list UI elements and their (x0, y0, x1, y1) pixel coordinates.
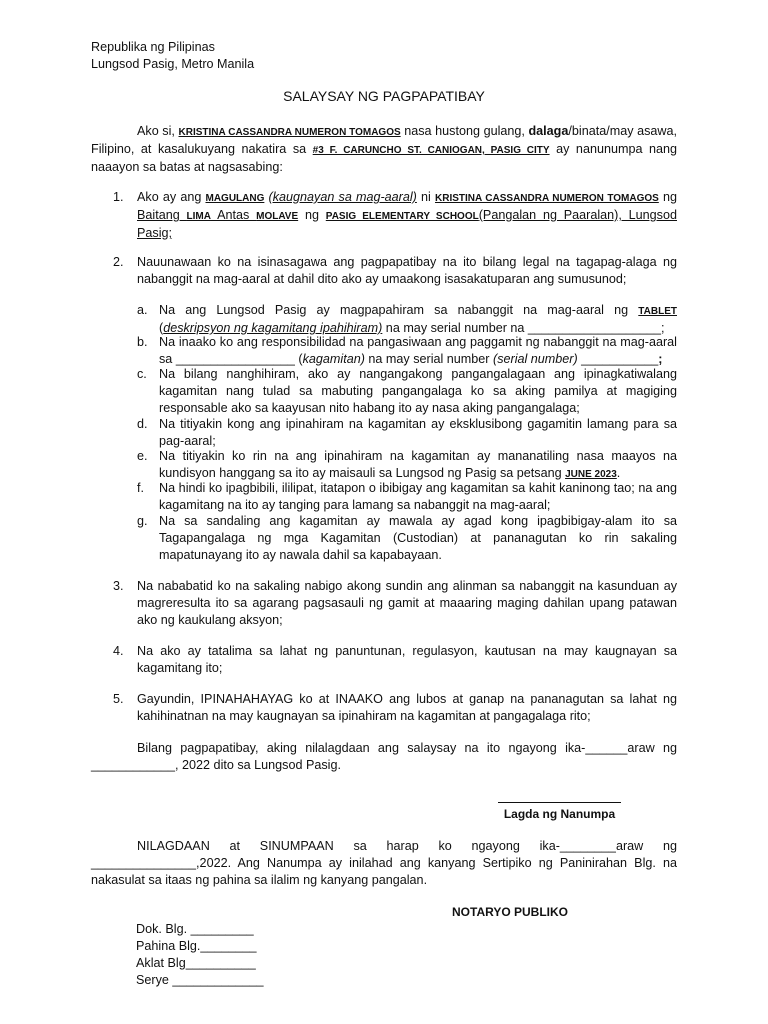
subitem-b-note1: kagamitan) (302, 352, 365, 366)
notarial-paragraph: NILAGDAAN at SINUMPAAN sa harap ko ngayong ika-________araw ng _______________,2022. Ang Nanumpa ay inilahad ang kanyang Sertipiko ng Paninirahan Blg. na nakasulat sa itaas ng pahina sa ilalim ng kanyang pangalan. (91, 839, 677, 887)
item-3-text: Na nababatid ko na sakaling nabigo akong sundin ang alinman sa nabanggit na kasunduan ay magreresulta ito sa agarang pagsasauli ng gamit at maaaring maging dahilan upang patawan ako ng kaukulang aksyon; (137, 579, 677, 627)
intro-text-2: nasa hustong gulang, (400, 124, 529, 138)
closing-paragraph: Bilang pagpapatibay, aking nilalagdaan ang salaysay na ito ngayong ika-______araw ng ____________, 2022 dito sa Lungsod Pasig. (91, 741, 677, 772)
subitem-e-text (159, 448, 677, 483)
affiant-address: #3 F. CARUNCHO ST. CANIOGAN, PASIG CITY (312, 145, 550, 156)
header (91, 39, 254, 73)
document-title: SALAYSAY NG PAGPAPATIBAY (283, 88, 485, 104)
school-name: PASIG ELEMENTARY SCHOOL (325, 211, 479, 222)
item-1-t5: Baitang (137, 208, 187, 222)
subitem-b-blank: _________________ (175, 352, 295, 366)
student-name: KRISTINA CASSANDRA NUMERON TOMAGOS (435, 193, 659, 204)
item-5-text: Gayundin, IPINAHAHAYAG ko at INAAKO ang lubos at ganap na pananagutan sa lahat ng kahihinatnan na may kaugnayan sa ipinahiram na kagamitan at pangagalaga rito; (137, 692, 677, 723)
item-1-t8: (Pangalan ng Paaralan), Lungsod Pasig; (137, 208, 677, 240)
header-city: Lungsod Pasig, Metro Manila (91, 57, 255, 71)
subitem-g-letter: g. (137, 514, 148, 528)
item-1-t4: ng (658, 190, 677, 204)
intro-paragraph (91, 123, 677, 176)
subitem-b-t3: na may serial number (364, 352, 493, 366)
relationship: MAGULANG (205, 193, 265, 204)
section-name: MOLAVE (256, 211, 299, 222)
series-number: Serye _____________ (136, 973, 264, 987)
subitem-c-text: Na bilang nanghihiram, ako ay nangangakong pangangalagaan ang ipinagkatiwalang kagamitan nang tulad sa mabuting pangangalaga ko sa aking pamilya at magiging responsable ako sa kaayusan nito habang ito ay nasa aking pangangalaga; (159, 367, 677, 415)
subitem-f-letter: f. (137, 481, 144, 495)
item-2-text: Nauunawaan ko na isinasagawa ang pagpapatibay na ito bilang legal na tagapag-alaga ng nabanggit na mag-aaral at dahil dito ako ay umaakong isasakatuparan ang sumusunod; (137, 255, 677, 286)
device-type: TABLET (638, 306, 677, 317)
item-4-text: Na ako ay tatalima sa lahat ng panuntunan, regulasyon, kautusan na may kaugnayan sa kagamitang ito; (137, 644, 677, 675)
subitem-e-letter: e. (137, 449, 148, 463)
item-1-number: 1. (113, 190, 124, 204)
item-1-t1: Ako ay ang (137, 190, 206, 204)
item-1-text (137, 189, 677, 242)
doc-number: Dok. Blg. _________ (136, 922, 254, 936)
subitem-b-letter: b. (137, 335, 148, 349)
intro-text-1: Ako si, (137, 124, 179, 138)
subitem-b-note2: (serial number) (493, 352, 578, 366)
subitem-b-t2: ( (294, 352, 303, 366)
subitem-d-letter: d. (137, 417, 148, 431)
subitem-a-letter: a. (137, 303, 148, 317)
signature-line (498, 802, 621, 803)
item-1-t7: ng (298, 208, 326, 222)
item-3-number: 3. (113, 579, 124, 593)
subitem-e-t2: . (616, 466, 621, 480)
subitem-a-t3: na may serial number na ___________________; (382, 321, 665, 335)
subitem-e-t1: Na titiyakin ko rin na ang ipinahiram na kagamitan ay mananatiling nasa maayos na kundisyon hanggang sa ito ay maisauli sa Lungsod ng Pasig sa petsang (159, 449, 677, 480)
item-5-number: 5. (113, 692, 124, 706)
item-1-t3: ni (416, 190, 435, 204)
subitem-a-t2: ( (159, 321, 164, 335)
subitem-a-t1: Na ang Lungsod Pasig ay magpapahiram sa nabanggit na mag-aaral ng (159, 303, 639, 317)
affiant-name: KRISTINA CASSANDRA NUMERON TOMAGOS (178, 127, 401, 138)
item-1-t6: Antas (210, 208, 257, 222)
item-4-number: 4. (113, 644, 124, 658)
intro-text-3: /binata/may asawa, Filipino, at kasalukuyang nakatira sa (91, 124, 677, 156)
subitem-b-t5: ; (658, 352, 663, 366)
return-date: JUNE 2023 (565, 469, 617, 480)
subitem-b-text (159, 334, 677, 368)
item-2-number: 2. (113, 255, 124, 269)
device-description-note: deskripsyon ng kagamitang ipahihiram) (163, 321, 383, 335)
relationship-note: (kaugnayan sa mag-aaral) (268, 190, 417, 204)
subitem-c-letter: c. (137, 367, 147, 381)
signature-label: Lagda ng Nanumpa (503, 807, 616, 821)
subitem-b-t4: ___________ (577, 352, 659, 366)
notary-label: NOTARYO PUBLIKO (452, 905, 568, 919)
subitem-b-t1: Na inaako ko ang responsibilidad na pangasiwaan ang paggamit ng nabanggit na mag-aaral sa (159, 335, 677, 366)
subitem-g-text: Na sa sandaling ang kagamitan ay mawala ay agad kong ipagbibigay-alam ito sa Tagapangalaga ng mga Kagamitan (Custodian) at pananagutan ko rin sakaling mapatunayang ito ay nawala dahil sa kapabayaan. (159, 514, 677, 562)
intro-text-4: ay nanunumpa nang naaayon sa batas at nagsasabing: (91, 142, 678, 174)
grade-level: LIMA (186, 211, 211, 222)
subitem-a-text (159, 302, 677, 337)
civil-status: dalaga (528, 124, 569, 138)
page-number: Pahina Blg.________ (136, 939, 257, 953)
subitem-d-text: Na titiyakin kong ang ipinahiram na kagamitan ay eksklusibong gagamitin lamang para sa pag-aaral; (159, 417, 677, 448)
document-numbers (136, 921, 263, 989)
header-republic: Republika ng Pilipinas (91, 40, 215, 54)
subitem-f-text: Na hindi ko ipagbibili, ililipat, itatapon o ibibigay ang kagamitan sa kahit kaninong tao; na ang kagamitang na ito ay tanging para lamang sa nabanggit na mag-aaral; (159, 481, 677, 512)
book-number: Aklat Blg__________ (136, 956, 256, 970)
